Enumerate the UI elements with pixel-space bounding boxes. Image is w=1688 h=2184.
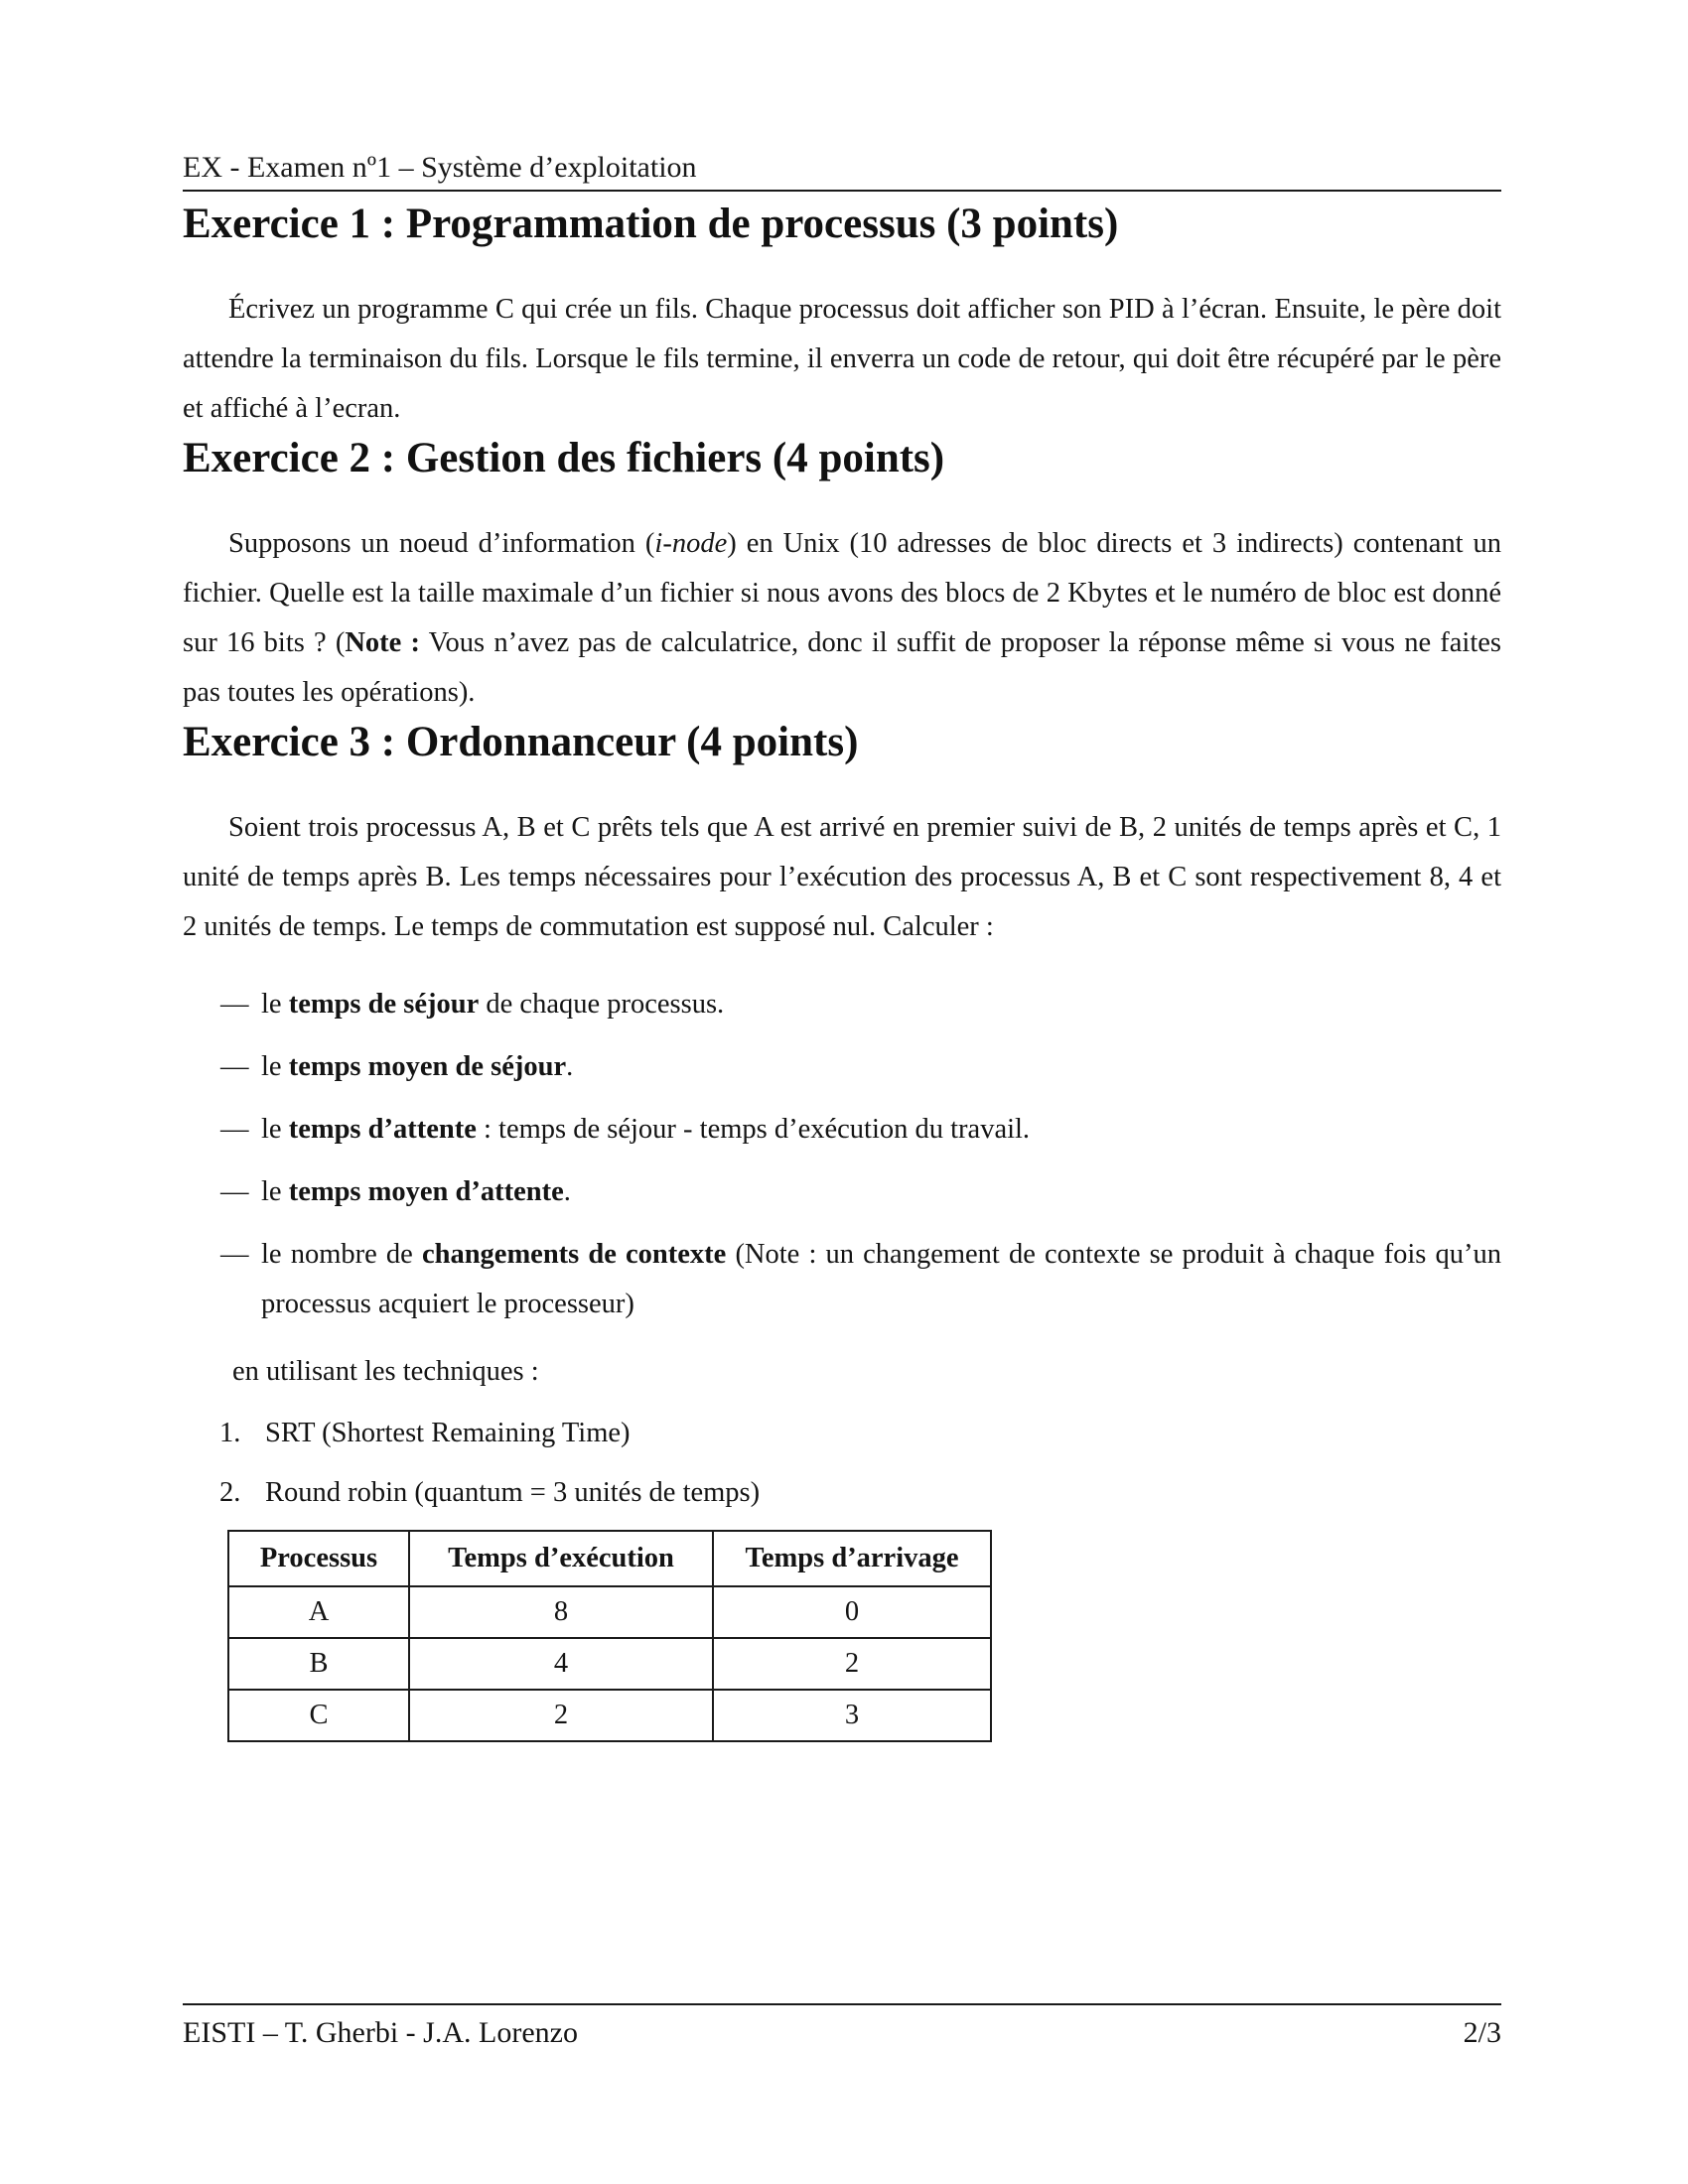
item-post: . xyxy=(563,1176,571,1207)
item-number: 1. xyxy=(219,1418,241,1448)
list-item-text xyxy=(261,1105,1501,1155)
list-item-text xyxy=(261,1167,1501,1217)
technique-item-srt xyxy=(183,1411,1501,1456)
footer-rule xyxy=(183,2003,1501,2005)
list-item-text xyxy=(261,1042,1501,1092)
exercise-2-inode-italic: i-node xyxy=(654,528,728,559)
cell-process: C xyxy=(228,1690,409,1741)
exercise-2-body-part2: ) en Unix (10 adresses de bloc directs et 3 indirects) contenant un fichier. Quelle est la taille maximale d’un fichier si nous avons des blocs de 2 Kbytes et le numéro de bloc est donné sur 16 bits ? ( xyxy=(183,528,1502,658)
cell-process: B xyxy=(228,1638,409,1690)
exercise-2-title: Exercice 2 : Gestion des fichiers (4 points) xyxy=(183,435,945,481)
technique-item-round-robin xyxy=(183,1470,1501,1516)
exercise-1-body: Écrivez un programme C qui crée un fils. Chaque processus doit afficher son PID à l’écran. Ensuite, le père doit attendre la terminaison du fils. Lorsque le fils termine, il enverra un code de retour, qui doit être récupéré par le père et affiché à l’ecran. xyxy=(183,294,1501,424)
exercise-3-title: Exercice 3 : Ordonnanceur (4 points) xyxy=(183,719,859,765)
dash-marker: — xyxy=(220,1176,249,1207)
dash-marker: — xyxy=(220,1051,249,1082)
cell-exec-time: 8 xyxy=(409,1586,713,1638)
item-post: (Note : un changement de contexte se produit à chaque fois qu’un processus acquiert le processeur) xyxy=(261,1239,1501,1319)
item-bold: changements de contexte xyxy=(421,1239,727,1270)
table-row xyxy=(228,1638,991,1690)
item-bold: temps d’attente xyxy=(288,1114,477,1145)
exercise-2-note-bold: Note : xyxy=(345,627,420,658)
page-content xyxy=(183,0,1501,2184)
item-pre: le nombre de xyxy=(261,1239,422,1270)
running-footer xyxy=(183,2003,1501,2052)
table-header-row xyxy=(228,1531,991,1586)
exercise-1-title: Exercice 1 : Programmation de processus (3 points) xyxy=(183,201,1119,247)
item-bold: temps de séjour xyxy=(288,989,480,1020)
list-item xyxy=(183,1105,1501,1155)
exercise-3-body: Soient trois processus A, B et C prêts tels que A est arrivé en premier suivi de B, 2 unités de temps après et C, 1 unité de temps après B. Les temps nécessaires pour l’exécution des processus A, B et C sont respectivement 8, 4 et 2 unités de temps. Le temps de commutation est supposé nul. Calculer : xyxy=(183,812,1501,942)
item-pre: le xyxy=(261,1114,289,1145)
list-item-text xyxy=(261,1230,1501,1329)
technique-label: SRT (Shortest Remaining Time) xyxy=(265,1418,631,1448)
cell-exec-time: 2 xyxy=(409,1690,713,1741)
cell-arrival-time: 2 xyxy=(713,1638,991,1690)
list-item-text xyxy=(261,980,1501,1029)
header-rule xyxy=(183,190,1501,192)
exercise-2-body-part3: Vous n’avez pas de calculatrice, donc il suffit de proposer la réponse même si vous ne faites pas toutes les opérations). xyxy=(183,627,1501,708)
item-post: de chaque processus. xyxy=(479,989,725,1020)
techniques-intro: en utilisant les techniques : xyxy=(232,1356,539,1387)
column-header-temps-arrivage: Temps d’arrivage xyxy=(713,1531,991,1586)
item-pre: le xyxy=(261,1176,289,1207)
list-item xyxy=(183,1230,1501,1329)
cell-exec-time: 4 xyxy=(409,1638,713,1690)
item-post: : temps de séjour - temps d’exécution du travail. xyxy=(476,1114,1031,1145)
dash-marker: — xyxy=(220,1114,249,1145)
list-item xyxy=(183,1167,1501,1217)
item-pre: le xyxy=(261,989,289,1020)
list-item xyxy=(183,1042,1501,1092)
table-row xyxy=(228,1586,991,1638)
cell-arrival-time: 0 xyxy=(713,1586,991,1638)
cell-arrival-time: 3 xyxy=(713,1690,991,1741)
footer-authors: EISTI – T. Gherbi - J.A. Lorenzo xyxy=(183,2016,578,2049)
header-title: EX - Examen nº1 – Système d’exploitation xyxy=(183,151,697,184)
running-header xyxy=(183,0,1501,192)
item-bold: temps moyen de séjour xyxy=(288,1051,567,1082)
footer-page-number: 2/3 xyxy=(1463,2016,1501,2049)
process-table xyxy=(227,1530,992,1742)
column-header-processus: Processus xyxy=(228,1531,409,1586)
technique-label: Round robin (quantum = 3 unités de temps) xyxy=(265,1477,761,1508)
item-pre: le xyxy=(261,1051,289,1082)
dash-marker: — xyxy=(220,1239,249,1270)
item-bold: temps moyen d’attente xyxy=(288,1176,564,1207)
item-post: . xyxy=(566,1051,574,1082)
dash-marker: — xyxy=(220,989,249,1020)
cell-process: A xyxy=(228,1586,409,1638)
column-header-temps-execution: Temps d’exécution xyxy=(409,1531,713,1586)
table-row xyxy=(228,1690,991,1741)
footer-row xyxy=(183,2014,1501,2052)
exercise-2-body-part1: Supposons un noeud d’information ( xyxy=(228,528,655,559)
exercise-2-body xyxy=(183,519,1501,718)
calculation-list xyxy=(183,980,1501,1329)
item-number: 2. xyxy=(219,1477,241,1508)
list-item xyxy=(183,980,1501,1029)
